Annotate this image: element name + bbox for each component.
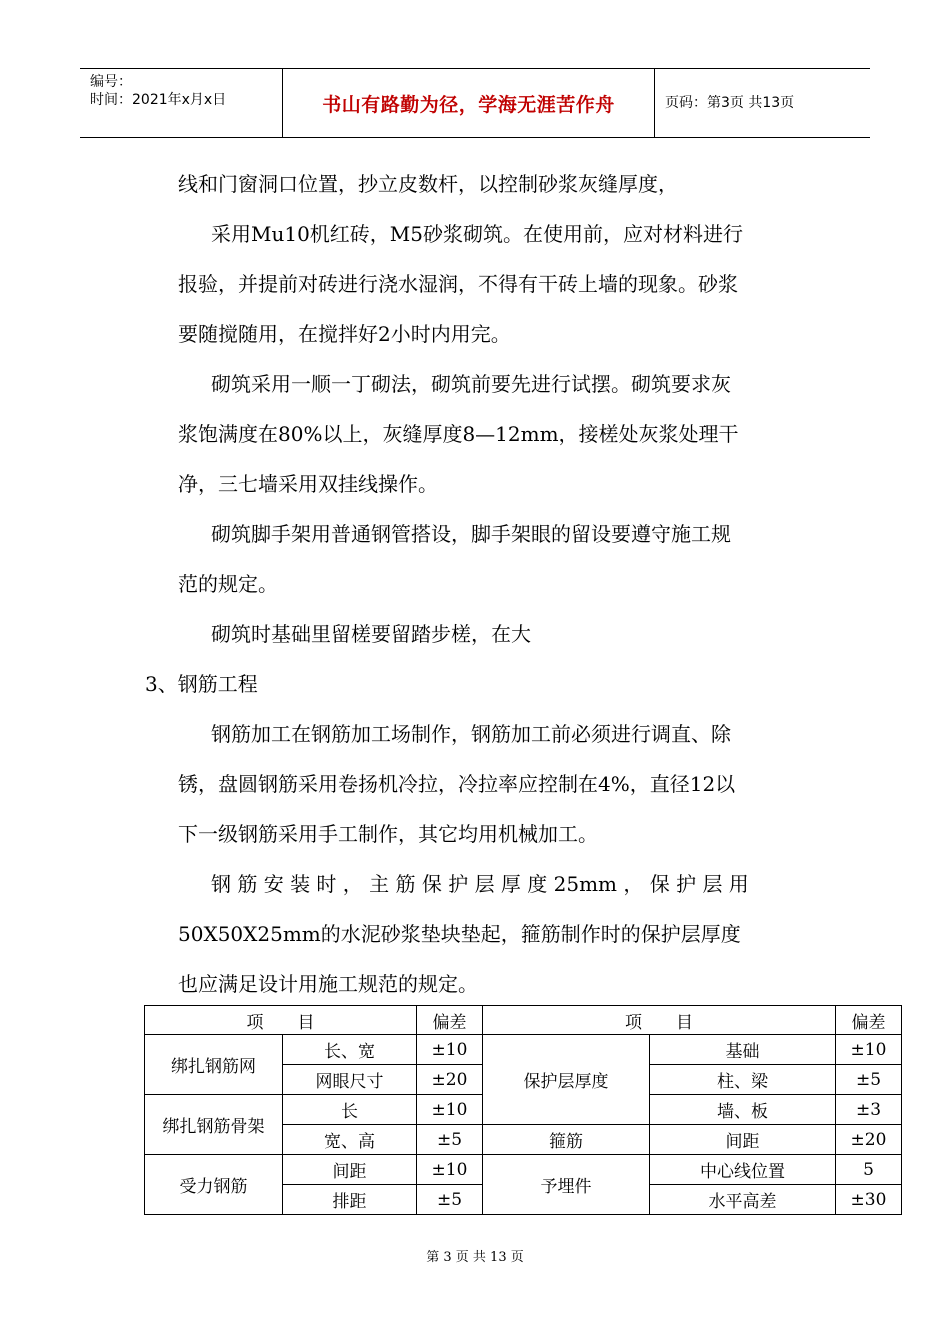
header-dev-right: 偏差 (836, 1006, 902, 1035)
dev-cell: ±5 (836, 1065, 902, 1095)
page-header (80, 68, 870, 138)
body-line: 采用Mu10机红砖，M5砂浆砌筑。在使用前，应对材料进行 (211, 222, 744, 246)
header-meta-cell (80, 69, 283, 137)
header-motto-cell (283, 69, 655, 137)
dev-cell: 5 (836, 1155, 902, 1185)
item-cell: 柱、梁 (650, 1065, 836, 1095)
body-line: 砌筑脚手架用普通钢管搭设，脚手架眼的留设要遵守施工规 (211, 522, 731, 546)
body-line: 50X50X25mm的水泥砂浆垫块垫起，箍筋制作时的保护层厚度 (178, 922, 741, 946)
item-cell: 间距 (283, 1155, 417, 1185)
table-header-row (145, 1006, 902, 1035)
dev-cell: ±10 (417, 1155, 483, 1185)
body-line: 线和门窗洞口位置，抄立皮数杆，以控制砂浆灰缝厚度， (178, 172, 678, 196)
body-line: 下一级钢筋采用手工制作，其它均用机械加工。 (178, 822, 598, 846)
dev-cell: ±10 (417, 1095, 483, 1125)
body-line: 浆饱满度在80%以上，灰缝厚度8—12mm，接槎处灰浆处理干 (178, 422, 739, 446)
item-cell: 基础 (650, 1035, 836, 1065)
body-line: 锈，盘圆钢筋采用卷扬机冷拉，冷拉率应控制在4%，直径12以 (178, 772, 736, 796)
item-cell: 长 (283, 1095, 417, 1125)
item-cell: 墙、板 (650, 1095, 836, 1125)
body-line: 范的规定。 (178, 572, 278, 596)
body-line: 报验，并提前对砖进行浇水湿润，不得有干砖上墙的现象。砂浆 (178, 272, 738, 296)
header-motto: 书山有路勤为径，学海无涯苦作舟 (322, 93, 615, 116)
item-cell: 水平高差 (650, 1185, 836, 1215)
body-line: 钢筋加工在钢筋加工场制作，钢筋加工前必须进行调直、除 (211, 722, 731, 746)
dev-cell: ±5 (417, 1185, 483, 1215)
item-cell: 间距 (650, 1125, 836, 1155)
header-item-right: 项 目 (483, 1006, 836, 1035)
tolerance-table (144, 1005, 902, 1215)
body-line: 砌筑时基础里留槎要留踏步槎，在大 (211, 622, 531, 646)
dev-cell: ±3 (836, 1095, 902, 1125)
body-line: 净，三七墙采用双挂线操作。 (178, 472, 438, 496)
group-name: 绑扎钢筋骨架 (145, 1095, 283, 1155)
item-cell: 长、宽 (283, 1035, 417, 1065)
header-dev-left: 偏差 (417, 1006, 483, 1035)
body-line: 要随搅随用，在搅拌好2小时内用完。 (178, 322, 511, 346)
group-name: 绑扎钢筋网 (145, 1035, 283, 1095)
dev-cell: ±10 (417, 1035, 483, 1065)
section-heading: 3、钢筋工程 (145, 672, 258, 696)
item-cell: 中心线位置 (650, 1155, 836, 1185)
body-line: 也应满足设计用施工规范的规定。 (178, 972, 478, 996)
item-cell: 排距 (283, 1185, 417, 1215)
group-name: 保护层厚度 (483, 1035, 650, 1125)
doc-code-label: 编号： (90, 74, 132, 90)
group-name: 受力钢筋 (145, 1155, 283, 1215)
table-row (145, 1155, 902, 1185)
dev-cell: ±10 (836, 1035, 902, 1065)
header-item-left: 项 目 (145, 1006, 417, 1035)
dev-cell: ±20 (417, 1065, 483, 1095)
body-line: 钢 筋 安 装 时 ， 主 筋 保 护 层 厚 度 25mm ， 保 护 层 用 (211, 872, 749, 896)
page-footer: 第 3 页 共 13 页 (426, 1250, 524, 1265)
item-cell: 宽、高 (283, 1125, 417, 1155)
dev-cell: ±20 (836, 1125, 902, 1155)
doc-time-label: 时间：2021年x月x日 (90, 92, 227, 108)
dev-cell: ±30 (836, 1185, 902, 1215)
item-cell: 网眼尺寸 (283, 1065, 417, 1095)
header-page-cell (655, 69, 870, 137)
header-page-info: 页码：第3页 共13页 (665, 94, 795, 111)
dev-cell: ±5 (417, 1125, 483, 1155)
group-name: 予埋件 (483, 1155, 650, 1215)
body-line: 砌筑采用一顺一丁砌法，砌筑前要先进行试摆。砌筑要求灰 (211, 372, 731, 396)
group-name: 箍筋 (483, 1125, 650, 1155)
table-row (145, 1035, 902, 1065)
